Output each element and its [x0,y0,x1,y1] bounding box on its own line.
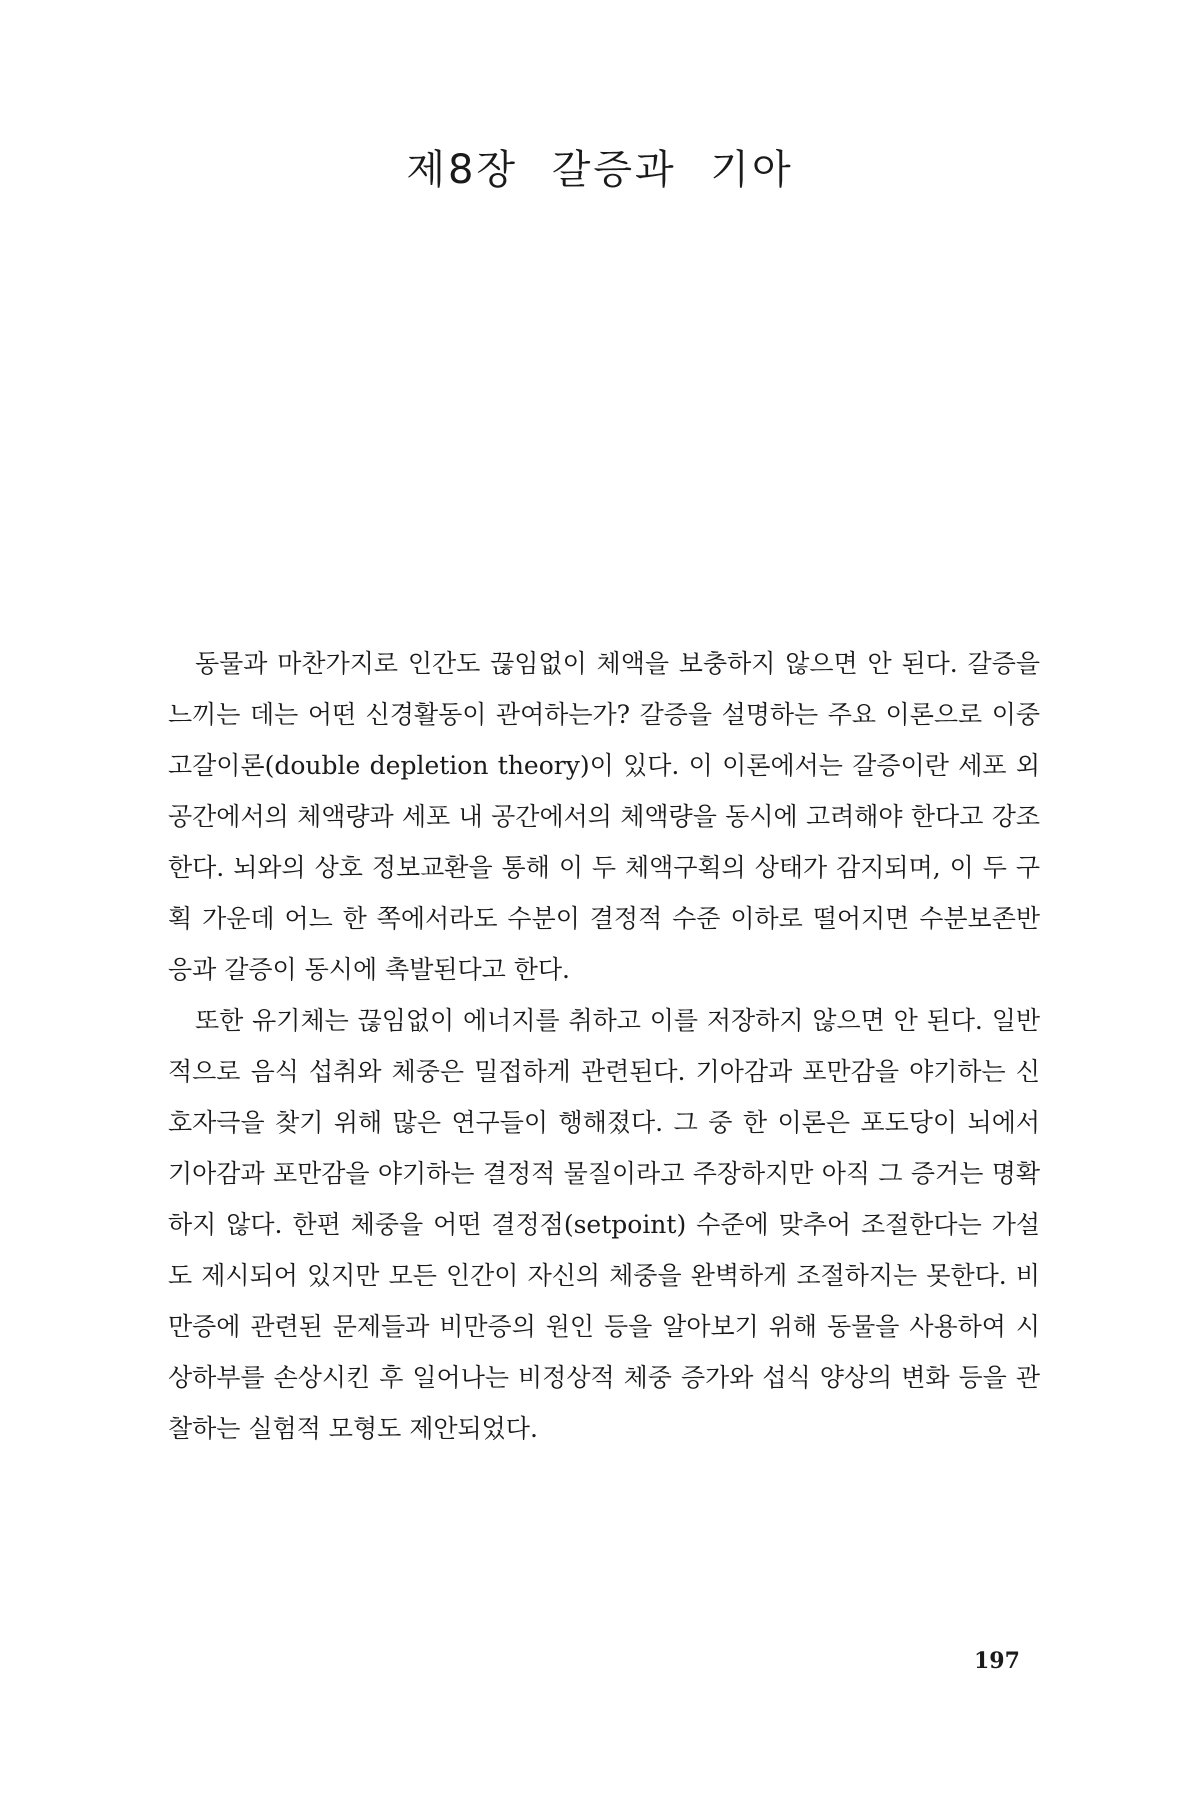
chapter-title: 제8장 갈증과 기아 [406,147,794,193]
paragraph-thirst: 동물과 마찬가지로 인간도 끊임없이 체액을 보충하지 않으면 안 된다. 갈증을 느끼는 데는 어떤 신경활동이 관여하는가? 갈증을 설명하는 주요 이론으로 이중고갈이론(double depletion theory)이 있다. 이 이론에서는 갈증이란 세포 외 공간에서의 체액량과 세포 내 공간에서의 체액량을 동시에 고려해야 한다고 강조한다. 뇌와의 상호 정보교환을 통해 이 두 체액구획의 상태가 감지되며, 이 두 구획 가운데 어느 한 쪽에서라도 수분이 결정적 수준 이하로 떨어지면 수분보존반응과 갈증이 동시에 촉발된다고 한다. [168,649,1040,984]
body-text [168,638,1040,1454]
page-number: 197 [974,1648,1020,1674]
paragraph-hunger: 또한 유기체는 끊임없이 에너지를 취하고 이를 저장하지 않으면 안 된다. 일반적으로 음식 섭취와 체중은 밀접하게 관련된다. 기아감과 포만감을 야기하는 신호자극을 찾기 위해 많은 연구들이 행해졌다. 그 중 한 이론은 포도당이 뇌에서 기아감과 포만감을 야기하는 결정적 물질이라고 주장하지만 아직 그 증거는 명확하지 않다. 한편 체중을 어떤 결정점(setpoint) 수준에 맞추어 조절한다는 가설도 제시되어 있지만 모든 인간이 자신의 체중을 완벽하게 조절하지는 못한다. 비만증에 관련된 문제들과 비만증의 원인 등을 알아보기 위해 동물을 사용하여 시상하부를 손상시킨 후 일어나는 비정상적 체중 증가와 섭식 양상의 변화 등을 관찰하는 실험적 모형도 제안되었다. [168,1006,1040,1443]
